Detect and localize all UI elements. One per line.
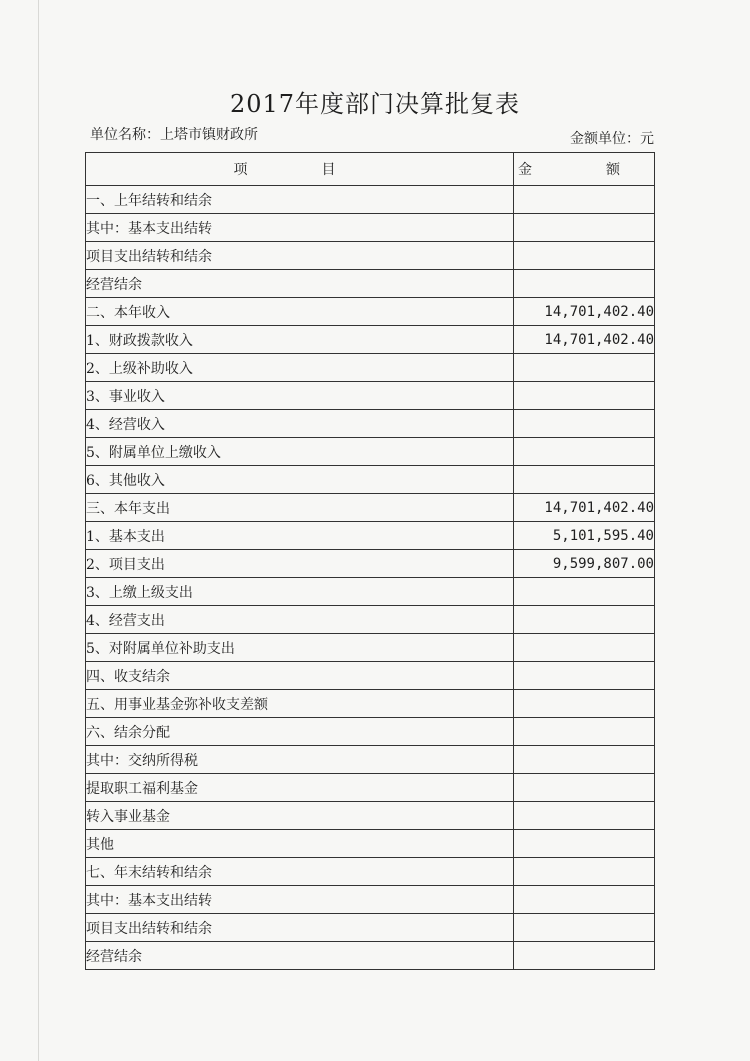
table-row [86, 214, 655, 242]
row-item-label: 6、其他收入 [86, 466, 514, 494]
row-amount: 9,599,807.00 [514, 550, 655, 578]
table-header-row [86, 153, 655, 186]
row-item-label: 2、上级补助收入 [86, 354, 514, 382]
row-item-label: 1、财政拨款收入 [86, 326, 514, 354]
row-amount [514, 438, 655, 466]
table-row [86, 830, 655, 858]
budget-approval-table [85, 152, 655, 970]
row-item-label: 5、附属单位上缴收入 [86, 438, 514, 466]
table-row [86, 942, 655, 970]
table-row [86, 914, 655, 942]
row-item-label: 5、对附属单位补助支出 [86, 634, 514, 662]
table-body [86, 186, 655, 970]
table-row [86, 466, 655, 494]
table-row [86, 634, 655, 662]
row-amount [514, 354, 655, 382]
row-amount: 14,701,402.40 [514, 494, 655, 522]
table-row [86, 494, 655, 522]
row-amount [514, 942, 655, 970]
row-item-label: 一、上年结转和结余 [86, 186, 514, 214]
row-amount [514, 466, 655, 494]
row-item-label: 四、收支结余 [86, 662, 514, 690]
row-amount [514, 410, 655, 438]
row-amount [514, 214, 655, 242]
document-title: 2017年度部门决算批复表 [229, 90, 521, 118]
row-item-label: 3、事业收入 [86, 382, 514, 410]
row-amount [514, 718, 655, 746]
table-row [86, 718, 655, 746]
row-amount [514, 886, 655, 914]
row-item-label: 1、基本支出 [86, 522, 514, 550]
row-item-label: 经营结余 [86, 942, 514, 970]
row-amount [514, 270, 655, 298]
row-amount: 14,701,402.40 [514, 298, 655, 326]
table-row [86, 578, 655, 606]
table-row [86, 242, 655, 270]
table-row [86, 354, 655, 382]
page-edge-line [38, 0, 39, 1061]
table-row [86, 606, 655, 634]
row-item-label: 其他 [86, 830, 514, 858]
table-row [86, 886, 655, 914]
amount-unit: 金额单位：元 [570, 131, 654, 147]
row-item-label: 2、项目支出 [86, 550, 514, 578]
table-row [86, 522, 655, 550]
table-row [86, 382, 655, 410]
row-item-label: 其中：交纳所得税 [86, 746, 514, 774]
table-row [86, 270, 655, 298]
unit-name: 单位名称：上塔市镇财政所 [90, 127, 258, 143]
table-row [86, 858, 655, 886]
row-item-label: 3、上缴上级支出 [86, 578, 514, 606]
row-amount [514, 662, 655, 690]
row-item-label: 六、结余分配 [86, 718, 514, 746]
table-row [86, 438, 655, 466]
row-item-label: 三、本年支出 [86, 494, 514, 522]
row-item-label: 其中：基本支出结转 [86, 214, 514, 242]
table-row [86, 690, 655, 718]
row-item-label: 项目支出结转和结余 [86, 242, 514, 270]
row-item-label: 转入事业基金 [86, 802, 514, 830]
table-row [86, 774, 655, 802]
row-amount: 14,701,402.40 [514, 326, 655, 354]
row-amount [514, 858, 655, 886]
table-row [86, 298, 655, 326]
row-amount [514, 690, 655, 718]
table-row [86, 326, 655, 354]
row-item-label: 其中：基本支出结转 [86, 886, 514, 914]
row-amount [514, 578, 655, 606]
row-amount [514, 606, 655, 634]
row-item-label: 4、经营收入 [86, 410, 514, 438]
table-row [86, 746, 655, 774]
table-row [86, 662, 655, 690]
header-item: 项 目 [86, 153, 514, 186]
table-row [86, 186, 655, 214]
table-row [86, 550, 655, 578]
row-amount [514, 774, 655, 802]
row-amount [514, 830, 655, 858]
row-amount [514, 802, 655, 830]
row-item-label: 提取职工福利基金 [86, 774, 514, 802]
row-amount [514, 634, 655, 662]
row-amount: 5,101,595.40 [514, 522, 655, 550]
row-item-label: 4、经营支出 [86, 606, 514, 634]
row-amount [514, 914, 655, 942]
row-item-label: 五、用事业基金弥补收支差额 [86, 690, 514, 718]
row-item-label: 项目支出结转和结余 [86, 914, 514, 942]
row-amount [514, 382, 655, 410]
row-item-label: 二、本年收入 [86, 298, 514, 326]
row-item-label: 经营结余 [86, 270, 514, 298]
row-item-label: 七、年末结转和结余 [86, 858, 514, 886]
header-amount: 金 额 [514, 153, 655, 186]
table-row [86, 802, 655, 830]
row-amount [514, 746, 655, 774]
table-row [86, 410, 655, 438]
row-amount [514, 242, 655, 270]
row-amount [514, 186, 655, 214]
